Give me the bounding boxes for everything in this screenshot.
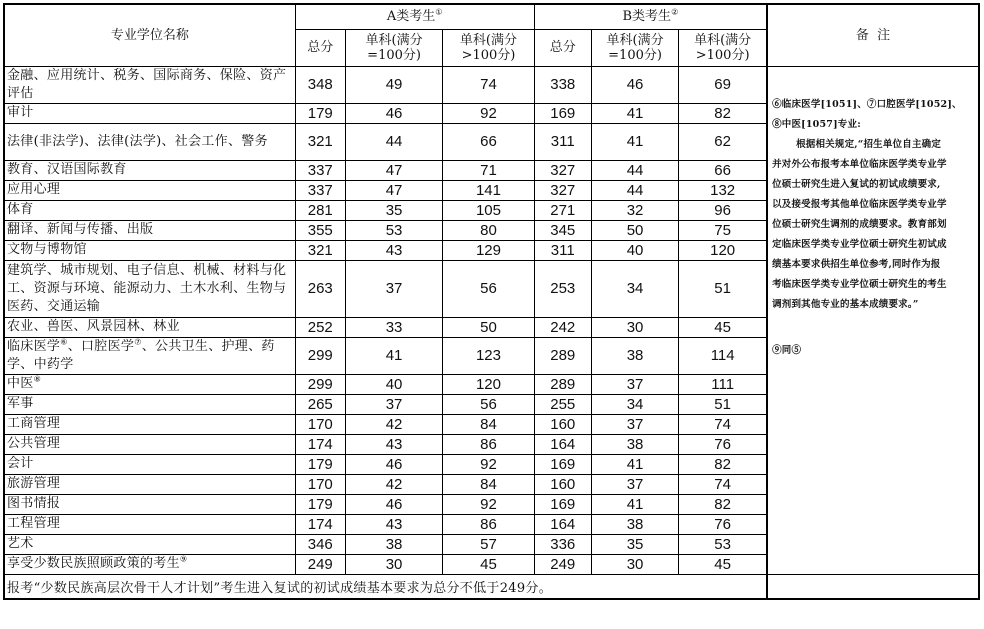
a-single-100-cell: 30 [345, 554, 442, 574]
remarks-line: 位硕士研究生进入复试的初试成绩要求, [772, 178, 941, 190]
major-name-text: 军事 [7, 396, 34, 411]
b-total-cell: 160 [534, 474, 591, 494]
b-single-gt100-cell: 62 [679, 123, 767, 160]
a-total-cell: 252 [295, 317, 345, 337]
header-b-single-gt100: 单科(满分 >100分) [679, 29, 767, 66]
major-name-text: 审计 [7, 105, 34, 120]
b-single-gt100-cell: 74 [679, 474, 767, 494]
remarks-line: ⑨同⑤ [772, 344, 802, 356]
a-total-cell: 346 [295, 534, 345, 554]
remarks-line: 调剂到其他专业的基本成绩要求。” [772, 298, 919, 310]
b-total-cell: 289 [534, 374, 591, 394]
major-name-cell [4, 123, 295, 160]
a-total-cell: 299 [295, 337, 345, 374]
b-single-gt100-cell: 132 [679, 180, 767, 200]
b-single-100-cell: 41 [591, 494, 678, 514]
major-name-cell [4, 317, 295, 337]
b-single-100-cell: 34 [591, 394, 678, 414]
header-remarks: 备 注 [767, 4, 979, 66]
b-total-cell: 164 [534, 514, 591, 534]
a-total-cell: 321 [295, 123, 345, 160]
a-single-100-cell: 49 [345, 66, 442, 103]
remarks-line: ⑥临床医学[1051]、⑦口腔医学[1052]、 [772, 98, 962, 110]
b-single-gt100-cell: 45 [679, 317, 767, 337]
a-single-gt100-cell: 129 [443, 240, 534, 260]
header-a-total: 总分 [295, 29, 345, 66]
b-single-gt100-cell: 82 [679, 103, 767, 123]
b-single-100-cell: 41 [591, 454, 678, 474]
a-single-gt100-cell: 56 [443, 260, 534, 317]
a-single-gt100-cell: 84 [443, 474, 534, 494]
a-single-100-cell: 35 [345, 200, 442, 220]
a-single-100-cell: 42 [345, 474, 442, 494]
major-name-text: 农业、兽医、风景园林、林业 [7, 319, 180, 334]
major-name-cell [4, 240, 295, 260]
b-total-cell: 249 [534, 554, 591, 574]
major-name-cell [4, 160, 295, 180]
a-single-100-cell: 44 [345, 123, 442, 160]
b-total-cell: 336 [534, 534, 591, 554]
b-total-cell: 311 [534, 240, 591, 260]
header-a-single-gt100: 单科(满分 >100分) [443, 29, 534, 66]
a-single-gt100-cell: 45 [443, 554, 534, 574]
a-single-100-cell: 53 [345, 220, 442, 240]
major-name-text: 公共管理 [7, 436, 61, 451]
a-total-cell: 174 [295, 514, 345, 534]
b-single-gt100-cell: 45 [679, 554, 767, 574]
footer-note: 报考“少数民族高层次骨干人才计划”考生进入复试的初试成绩基本要求为总分不低于249分。 [4, 574, 767, 599]
remarks-line: 以及接受报考其他单位临床医学类专业学 [772, 198, 947, 210]
group-a-footnote-mark: ① [435, 7, 443, 17]
header-group-b: B类考生② [534, 4, 767, 29]
b-single-100-cell: 35 [591, 534, 678, 554]
b-total-cell: 255 [534, 394, 591, 414]
b-single-100-cell: 46 [591, 66, 678, 103]
a-total-cell: 265 [295, 394, 345, 414]
major-name-text: 工程管理 [7, 516, 61, 531]
footnote-mark: ⑦ [134, 337, 142, 347]
b-single-gt100-cell: 111 [679, 374, 767, 394]
major-name-cell [4, 494, 295, 514]
a-single-gt100-cell: 92 [443, 103, 534, 123]
a-single-100-cell: 41 [345, 337, 442, 374]
score-table-container [3, 3, 980, 626]
a-single-gt100-cell: 123 [443, 337, 534, 374]
group-b-footnote-mark: ② [671, 7, 679, 17]
a-single-gt100-cell: 120 [443, 374, 534, 394]
b-single-gt100-cell: 114 [679, 337, 767, 374]
b-single-gt100-cell: 82 [679, 454, 767, 474]
a-total-cell: 170 [295, 474, 345, 494]
a-single-100-cell: 46 [345, 494, 442, 514]
header-major-name: 专业学位名称 [4, 4, 295, 66]
footer-row [4, 574, 979, 599]
b-single-gt100-cell: 75 [679, 220, 767, 240]
b-total-cell: 311 [534, 123, 591, 160]
a-single-gt100-cell: 92 [443, 494, 534, 514]
major-name-cell [4, 474, 295, 494]
major-name-text: 体育 [7, 202, 34, 217]
a-single-100-cell: 40 [345, 374, 442, 394]
b-total-cell: 160 [534, 414, 591, 434]
header-row-1 [4, 4, 979, 29]
major-name-cell [4, 414, 295, 434]
major-name-text: 翻译、新闻与传播、出版 [7, 222, 154, 237]
major-name-text: 临床医学 [7, 338, 61, 354]
remarks-line: 定临床医学类专业学位硕士研究生初试成 [772, 238, 947, 250]
a-single-gt100-cell: 74 [443, 66, 534, 103]
major-name-text: 图书情报 [7, 496, 61, 511]
major-name-cell [4, 374, 295, 394]
major-name-text: 、公共卫生、护理、药学、中药学 [7, 338, 275, 372]
b-single-100-cell: 38 [591, 434, 678, 454]
a-total-cell: 179 [295, 494, 345, 514]
header-b-total: 总分 [534, 29, 591, 66]
major-name-cell [4, 337, 295, 374]
b-single-100-cell: 38 [591, 514, 678, 534]
b-single-100-cell: 41 [591, 123, 678, 160]
a-total-cell: 321 [295, 240, 345, 260]
a-single-100-cell: 46 [345, 454, 442, 474]
a-single-100-cell: 38 [345, 534, 442, 554]
major-name-text: 建筑学、城市规划、电子信息、机械、材料与化工、资源与环境、能源动力、土木水利、生物与医药、交通运输 [7, 262, 287, 314]
b-single-gt100-cell: 74 [679, 414, 767, 434]
major-name-cell [4, 534, 295, 554]
a-single-100-cell: 47 [345, 180, 442, 200]
major-name-text: 享受少数民族照顾政策的考生 [7, 556, 180, 571]
table-row [4, 66, 979, 103]
remarks-spacer [772, 315, 974, 341]
a-single-100-cell: 47 [345, 160, 442, 180]
a-single-gt100-cell: 84 [443, 414, 534, 434]
b-single-gt100-cell: 76 [679, 514, 767, 534]
b-total-cell: 338 [534, 66, 591, 103]
header-b-single-100: 单科(满分 =100分) [591, 29, 678, 66]
major-name-cell [4, 454, 295, 474]
a-single-100-cell: 37 [345, 394, 442, 414]
b-single-100-cell: 30 [591, 554, 678, 574]
b-single-gt100-cell: 76 [679, 434, 767, 454]
a-single-gt100-cell: 66 [443, 123, 534, 160]
remarks-line: 并对外公布报考本单位临床医学类专业学 [772, 158, 947, 170]
a-total-cell: 355 [295, 220, 345, 240]
b-total-cell: 169 [534, 103, 591, 123]
major-name-text: 中医 [7, 376, 34, 391]
a-single-gt100-cell: 92 [443, 454, 534, 474]
b-single-100-cell: 37 [591, 414, 678, 434]
major-name-cell [4, 434, 295, 454]
b-single-100-cell: 44 [591, 180, 678, 200]
a-total-cell: 281 [295, 200, 345, 220]
remarks-line: 位硕士研究生调剂的成绩要求。教育部划 [772, 218, 947, 230]
a-single-gt100-cell: 80 [443, 220, 534, 240]
a-single-gt100-cell: 50 [443, 317, 534, 337]
major-name-cell [4, 514, 295, 534]
a-single-100-cell: 43 [345, 434, 442, 454]
b-single-100-cell: 38 [591, 337, 678, 374]
b-single-gt100-cell: 66 [679, 160, 767, 180]
a-single-gt100-cell: 57 [443, 534, 534, 554]
footnote-mark: ⑧ [33, 374, 42, 384]
a-single-100-cell: 46 [345, 103, 442, 123]
b-total-cell: 327 [534, 160, 591, 180]
b-single-gt100-cell: 69 [679, 66, 767, 103]
a-single-100-cell: 37 [345, 260, 442, 317]
remarks-line: 考临床医学类专业学位硕士研究生的考生 [772, 278, 947, 290]
major-name-text: 金融、应用统计、税务、国际商务、保险、资产评估 [7, 67, 287, 101]
major-name-cell [4, 554, 295, 574]
b-total-cell: 253 [534, 260, 591, 317]
footnote-mark: ⑨ [179, 554, 188, 564]
a-total-cell: 170 [295, 414, 345, 434]
b-single-gt100-cell: 51 [679, 260, 767, 317]
major-name-text: 法律(非法学)、法律(法学)、社会工作、警务 [7, 133, 268, 149]
major-name-cell [4, 103, 295, 123]
major-name-cell [4, 180, 295, 200]
a-single-gt100-cell: 105 [443, 200, 534, 220]
a-total-cell: 263 [295, 260, 345, 317]
header-a-single-100: 单科(满分 =100分) [345, 29, 442, 66]
header-group-a: A类考生① [295, 4, 534, 29]
b-single-gt100-cell: 53 [679, 534, 767, 554]
remarks-spacer [772, 67, 974, 95]
b-total-cell: 169 [534, 494, 591, 514]
major-name-cell [4, 260, 295, 317]
major-name-cell [4, 394, 295, 414]
b-total-cell: 271 [534, 200, 591, 220]
b-single-gt100-cell: 120 [679, 240, 767, 260]
major-name-cell [4, 220, 295, 240]
b-single-100-cell: 40 [591, 240, 678, 260]
major-name-text: 旅游管理 [7, 476, 61, 491]
b-single-gt100-cell: 51 [679, 394, 767, 414]
footnote-mark: ⑥ [60, 337, 68, 347]
major-name-text: 文物与博物馆 [7, 242, 87, 257]
remarks-cell [767, 66, 979, 574]
footer-remarks-empty [767, 574, 979, 599]
b-total-cell: 289 [534, 337, 591, 374]
score-table [3, 3, 980, 600]
remarks-line: 绩基本要求供招生单位参考,同时作为报 [772, 258, 941, 270]
b-total-cell: 242 [534, 317, 591, 337]
b-single-100-cell: 37 [591, 474, 678, 494]
b-total-cell: 169 [534, 454, 591, 474]
b-single-gt100-cell: 82 [679, 494, 767, 514]
major-name-cell [4, 200, 295, 220]
b-single-100-cell: 50 [591, 220, 678, 240]
major-name-text: 会计 [7, 456, 34, 471]
b-single-100-cell: 37 [591, 374, 678, 394]
a-total-cell: 179 [295, 454, 345, 474]
b-single-gt100-cell: 96 [679, 200, 767, 220]
a-single-gt100-cell: 86 [443, 434, 534, 454]
a-total-cell: 299 [295, 374, 345, 394]
a-total-cell: 337 [295, 180, 345, 200]
b-total-cell: 164 [534, 434, 591, 454]
a-total-cell: 174 [295, 434, 345, 454]
remarks-line: ⑧中医[1057]专业: [772, 118, 861, 130]
b-total-cell: 327 [534, 180, 591, 200]
a-single-gt100-cell: 86 [443, 514, 534, 534]
a-total-cell: 249 [295, 554, 345, 574]
b-single-100-cell: 44 [591, 160, 678, 180]
major-name-cell [4, 66, 295, 103]
a-total-cell: 348 [295, 66, 345, 103]
remarks-line: 根据相关规定,“招生单位自主确定 [796, 138, 942, 150]
a-single-gt100-cell: 71 [443, 160, 534, 180]
b-single-100-cell: 34 [591, 260, 678, 317]
major-name-text: 教育、汉语国际教育 [7, 162, 127, 177]
a-single-100-cell: 42 [345, 414, 442, 434]
b-single-100-cell: 30 [591, 317, 678, 337]
b-single-100-cell: 32 [591, 200, 678, 220]
b-single-100-cell: 41 [591, 103, 678, 123]
a-single-100-cell: 33 [345, 317, 442, 337]
a-total-cell: 179 [295, 103, 345, 123]
a-total-cell: 337 [295, 160, 345, 180]
a-single-100-cell: 43 [345, 514, 442, 534]
a-single-gt100-cell: 141 [443, 180, 534, 200]
a-single-gt100-cell: 56 [443, 394, 534, 414]
a-single-100-cell: 43 [345, 240, 442, 260]
major-name-text: 艺术 [7, 536, 34, 551]
major-name-text: 工商管理 [7, 416, 61, 431]
major-name-text: 、口腔医学 [67, 338, 135, 354]
major-name-text: 应用心理 [7, 182, 61, 197]
b-total-cell: 345 [534, 220, 591, 240]
